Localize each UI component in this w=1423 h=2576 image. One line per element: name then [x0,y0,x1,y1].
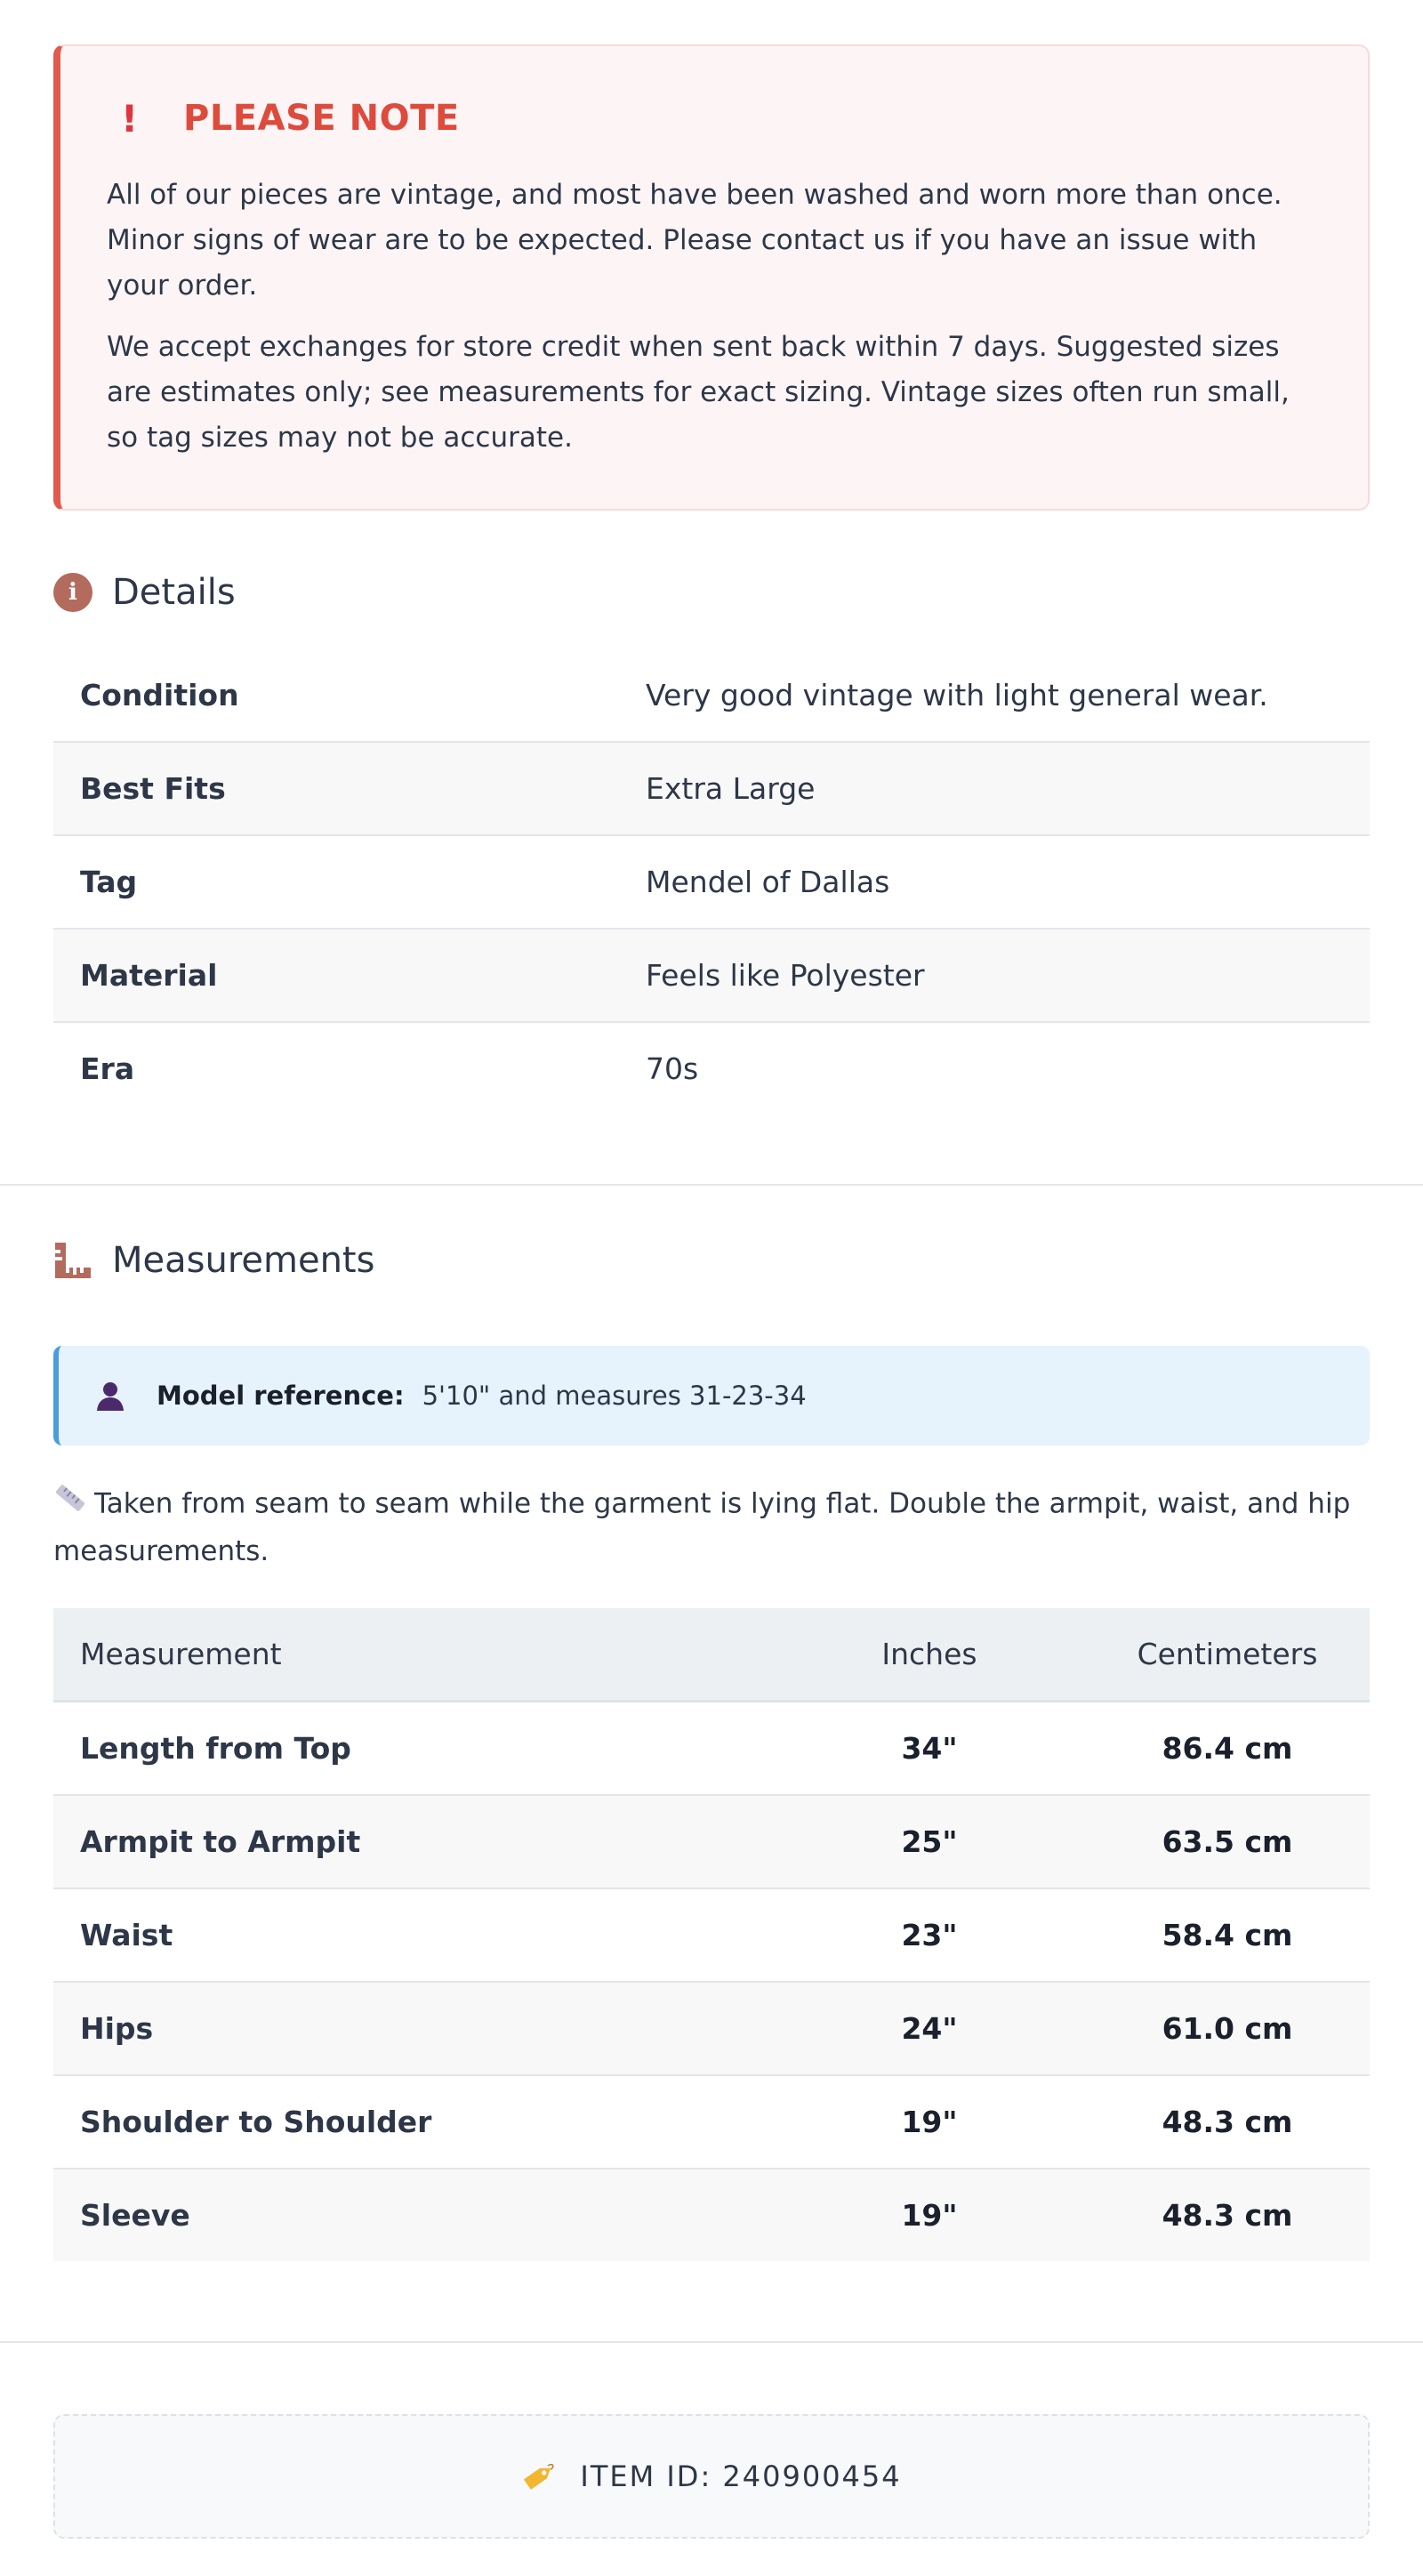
measurement-cm: 58.4 cm [1162,1918,1293,1952]
details-row [53,649,1370,743]
measurement-cm: 63.5 cm [1162,1824,1293,1859]
notice-title: PLEASE NOTE [183,98,460,139]
measurement-name: Hips [80,2011,154,2046]
details-row [53,836,1370,930]
section-divider [0,1184,1423,1186]
measurement-cm: 48.3 cm [1162,2198,1293,2233]
person-icon [94,1380,126,1412]
info-icon: i [53,573,92,612]
ruler-icon [53,1481,87,1529]
measurement-cm: 86.4 cm [1162,1731,1293,1766]
details-label: Era [80,1051,135,1086]
measurement-name: Length from Top [80,1731,351,1766]
exclamation-icon: ! [121,96,139,141]
details-label: Tag [80,865,138,899]
table-row [53,2169,1370,2261]
details-label: Material [80,958,218,993]
table-row [53,1889,1370,1983]
notice-box [53,44,1370,511]
model-reference-label: Model reference: [157,1381,405,1411]
table-row [53,2076,1370,2169]
measurement-inches: 34" [901,1731,958,1766]
tag-icon [521,2459,557,2494]
item-id-text: ITEM ID: 240900454 [580,2459,902,2493]
details-value: Mendel of Dallas [646,865,890,899]
table-row [53,1983,1370,2076]
details-row [53,1023,1370,1115]
ruler-icon [53,1241,92,1280]
table-row [53,1703,1370,1796]
notice-header [107,96,1322,141]
details-value: 70s [646,1051,699,1086]
details-label: Condition [80,678,239,712]
table-header [53,1608,1370,1703]
details-table [53,649,1370,1115]
column-header-inches: Inches [881,1637,977,1671]
measurement-inches: 19" [901,2105,958,2139]
details-value: Extra Large [646,771,816,806]
details-label: Best Fits [80,771,226,806]
table-row [53,1796,1370,1889]
column-header-measurement: Measurement [80,1637,282,1671]
details-row [53,930,1370,1023]
measurement-inches: 19" [901,2198,958,2233]
details-title: Details [112,572,236,613]
notice-paragraph-2: We accept exchanges for store credit when sent back within 7 days. Suggested sizes are estimates only; see measurements for exact sizing. Vintage sizes often run small, so tag sizes may not be accurate. [107,331,1290,454]
notice-paragraph-1: All of our pieces are vintage, and most have been washed and worn more than once. Minor signs of wear are to be expected. Please contact us if you have an issue with your order. [107,179,1282,302]
item-id-box [53,2414,1370,2539]
model-reference-box [53,1346,1370,1445]
measurement-name: Sleeve [80,2198,190,2233]
details-value: Very good vintage with light general wear. [646,678,1268,712]
details-heading [53,566,1370,619]
measurements-table [53,1608,1370,2261]
measurement-inches: 23" [901,1918,958,1952]
measurement-cm: 61.0 cm [1162,2011,1293,2046]
measurement-name: Shoulder to Shoulder [80,2105,432,2139]
section-divider [0,2341,1423,2343]
measurement-name: Waist [80,1918,173,1952]
measurement-note-text: Taken from seam to seam while the garment is lying flat. Double the armpit, waist, and hip measurements. [53,1487,1351,1567]
details-value: Feels like Polyester [646,958,925,993]
details-row [53,743,1370,836]
model-reference-value: 5'10" and measures 31-23-34 [422,1381,807,1411]
measurements-heading [53,1234,1370,1287]
measurement-name: Armpit to Armpit [80,1824,361,1859]
measurement-cm: 48.3 cm [1162,2105,1293,2139]
measurements-title: Measurements [112,1240,375,1281]
measurement-note [53,1481,1370,1574]
measurement-inches: 24" [901,2011,958,2046]
measurement-inches: 25" [901,1824,958,1859]
column-header-centimeters: Centimeters [1137,1637,1318,1671]
